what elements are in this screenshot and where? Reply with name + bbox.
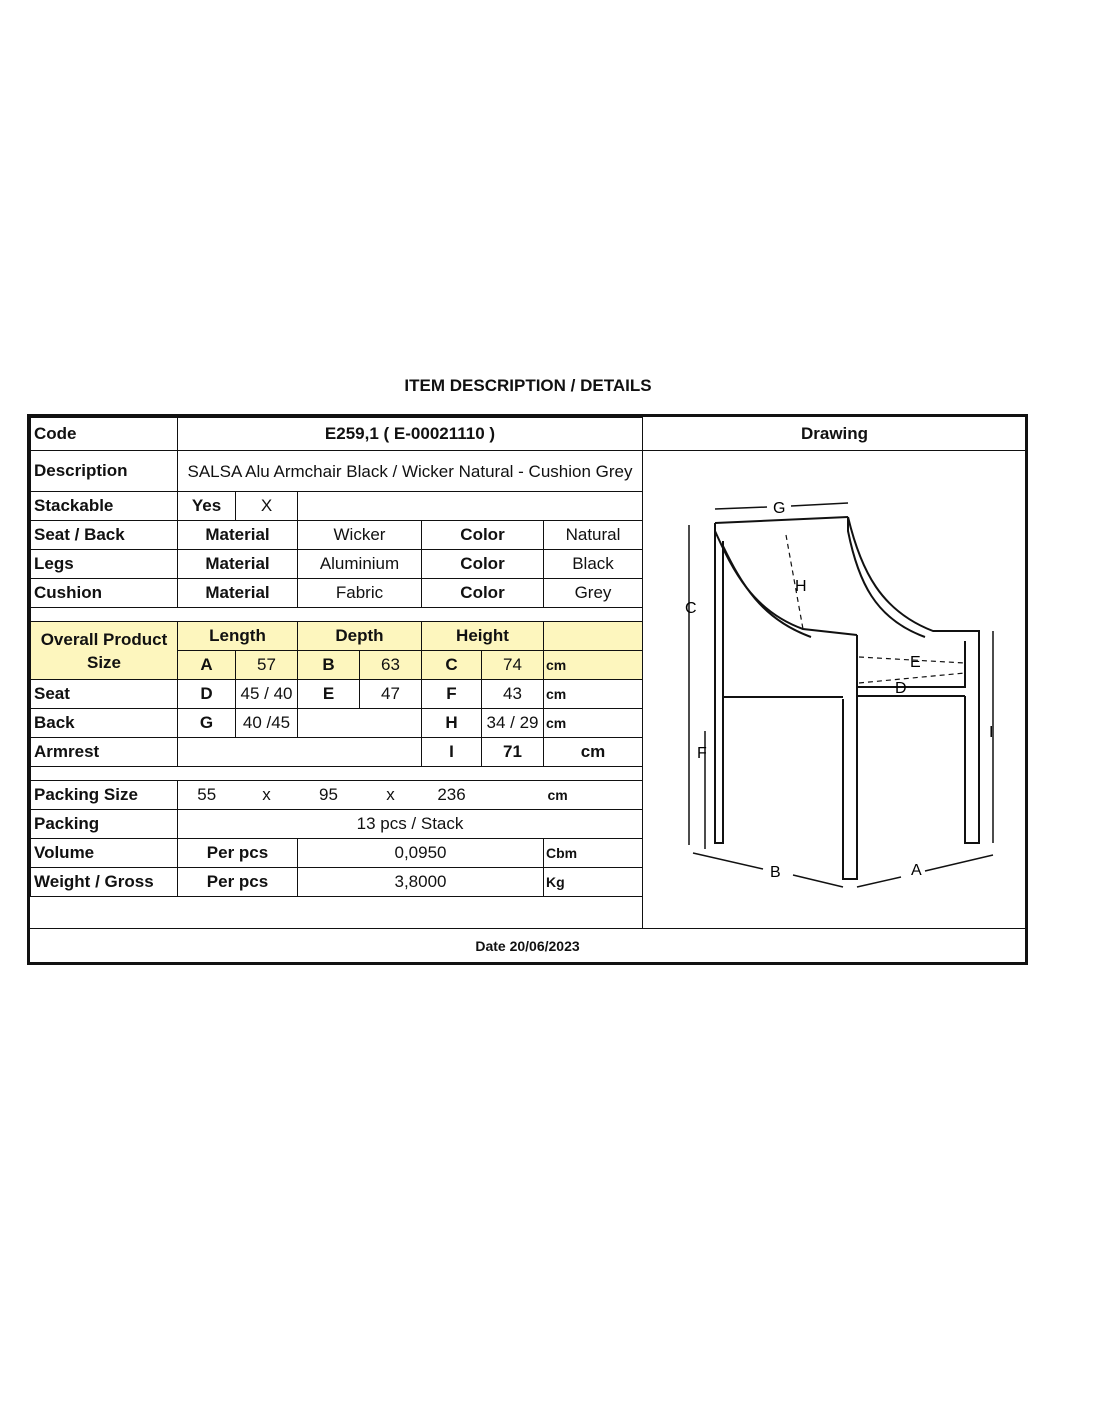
spacer-row — [31, 608, 643, 622]
weight-row — [31, 868, 643, 897]
dim-value: 47 — [360, 680, 422, 709]
dim-label-a: A — [911, 862, 922, 879]
dim-value: 40 /45 — [236, 709, 298, 738]
dim-letter: G — [178, 709, 236, 738]
back-row — [31, 709, 643, 738]
per-pcs-label: Per pcs — [178, 839, 298, 868]
stackable-label: Stackable — [31, 492, 178, 521]
unit-label: cm — [544, 709, 643, 738]
chair-back-top — [715, 517, 848, 523]
dim-label-b: B — [770, 864, 781, 881]
color-label: Color — [422, 550, 544, 579]
material-value: Fabric — [298, 579, 422, 608]
dim-label-h: H — [795, 578, 807, 595]
code-value: E259,1 ( E-00021110 ) — [178, 418, 643, 451]
packing-row — [31, 810, 643, 839]
stackable-mark: X — [236, 492, 298, 521]
packing-size-label: Packing Size — [31, 781, 178, 810]
chair-right-arm — [848, 517, 979, 843]
dim-value: 74 — [482, 651, 544, 680]
dim-letter: I — [422, 738, 482, 767]
unit-label: Cbm — [544, 839, 643, 868]
color-value: Natural — [544, 521, 643, 550]
dim-letter: C — [422, 651, 482, 680]
dim-value: 71 — [482, 738, 544, 767]
armrest-row — [31, 738, 643, 767]
times-sign: x — [360, 781, 422, 810]
overall-header-empty — [544, 622, 643, 651]
material-part-label: Legs — [31, 550, 178, 579]
dim-letter: F — [422, 680, 482, 709]
back-label: Back — [31, 709, 178, 738]
weight-value: 3,8000 — [298, 868, 544, 897]
dim-label-e: E — [910, 654, 921, 671]
material-row-seat-back — [31, 521, 643, 550]
spec-sheet — [27, 414, 1028, 965]
unit-label: Kg — [544, 868, 643, 897]
dim-letter: B — [298, 651, 360, 680]
chair-left-arm — [715, 531, 857, 635]
dim-value: 45 / 40 — [236, 680, 298, 709]
material-label: Material — [178, 579, 298, 608]
stackable-empty — [298, 492, 643, 521]
dim-label-i: I — [989, 724, 994, 741]
description-row — [31, 451, 643, 492]
dim-letter: H — [422, 709, 482, 738]
color-value: Black — [544, 550, 643, 579]
overall-header-row — [31, 622, 643, 651]
length-header: Length — [178, 622, 298, 651]
drawing-header: Drawing — [642, 417, 1026, 451]
material-row-cushion — [31, 579, 643, 608]
dim-letter: A — [178, 651, 236, 680]
dim-value: 63 — [360, 651, 422, 680]
packing-value: 13 pcs / Stack — [178, 810, 643, 839]
unit-label: cm — [544, 651, 643, 680]
material-value: Wicker — [298, 521, 422, 550]
weight-label: Weight / Gross — [31, 868, 178, 897]
code-label: Code — [31, 418, 178, 451]
color-label: Color — [422, 579, 544, 608]
chair-drawing — [643, 451, 1026, 929]
color-value: Grey — [544, 579, 643, 608]
times-sign: x — [236, 781, 298, 810]
chair-leg-front — [843, 696, 857, 879]
packing-height: 236 — [422, 781, 482, 810]
date-footer: Date 20/06/2023 — [30, 928, 1025, 962]
page-title: ITEM DESCRIPTION / DETAILS — [404, 376, 652, 395]
material-row-legs — [31, 550, 643, 579]
overall-size-label: Overall Product Size — [31, 622, 178, 680]
material-label: Material — [178, 550, 298, 579]
armrest-label: Armrest — [31, 738, 178, 767]
unit-label: cm — [544, 680, 643, 709]
dim-value: 34 / 29 — [482, 709, 544, 738]
spacer-row — [31, 767, 643, 781]
color-label: Color — [422, 521, 544, 550]
unit-label: cm — [544, 738, 643, 767]
description-value: SALSA Alu Armchair Black / Wicker Natural - Cushion Grey — [178, 451, 643, 492]
height-header: Height — [422, 622, 544, 651]
volume-row — [31, 839, 643, 868]
dim-letter: D — [178, 680, 236, 709]
seat-label: Seat — [31, 680, 178, 709]
stackable-row — [31, 492, 643, 521]
packing-label: Packing — [31, 810, 178, 839]
packing-size-row — [31, 781, 643, 810]
material-label: Material — [178, 521, 298, 550]
code-row — [31, 418, 643, 451]
depth-header: Depth — [298, 622, 422, 651]
chair-back-left — [715, 523, 723, 843]
material-part-label: Seat / Back — [31, 521, 178, 550]
dim-value: 43 — [482, 680, 544, 709]
description-label: Description — [31, 451, 178, 492]
dim-value: 57 — [236, 651, 298, 680]
dim-label-f: F — [697, 745, 707, 762]
back-empty — [298, 709, 422, 738]
packing-length: 55 — [178, 781, 236, 810]
dim-label-c: C — [685, 600, 697, 617]
dim-label-g: G — [773, 500, 786, 517]
unit-label: cm — [544, 781, 643, 810]
packing-empty — [482, 781, 544, 810]
material-value: Aluminium — [298, 550, 422, 579]
dim-label-d: D — [895, 680, 907, 697]
packing-width: 95 — [298, 781, 360, 810]
volume-value: 0,0950 — [298, 839, 544, 868]
seat-row — [31, 680, 643, 709]
per-pcs-label: Per pcs — [178, 868, 298, 897]
dim-letter: E — [298, 680, 360, 709]
stackable-yes: Yes — [178, 492, 236, 521]
drawing-panel — [642, 451, 1026, 929]
material-part-label: Cushion — [31, 579, 178, 608]
spec-table — [30, 417, 643, 897]
armrest-empty — [178, 738, 422, 767]
volume-label: Volume — [31, 839, 178, 868]
